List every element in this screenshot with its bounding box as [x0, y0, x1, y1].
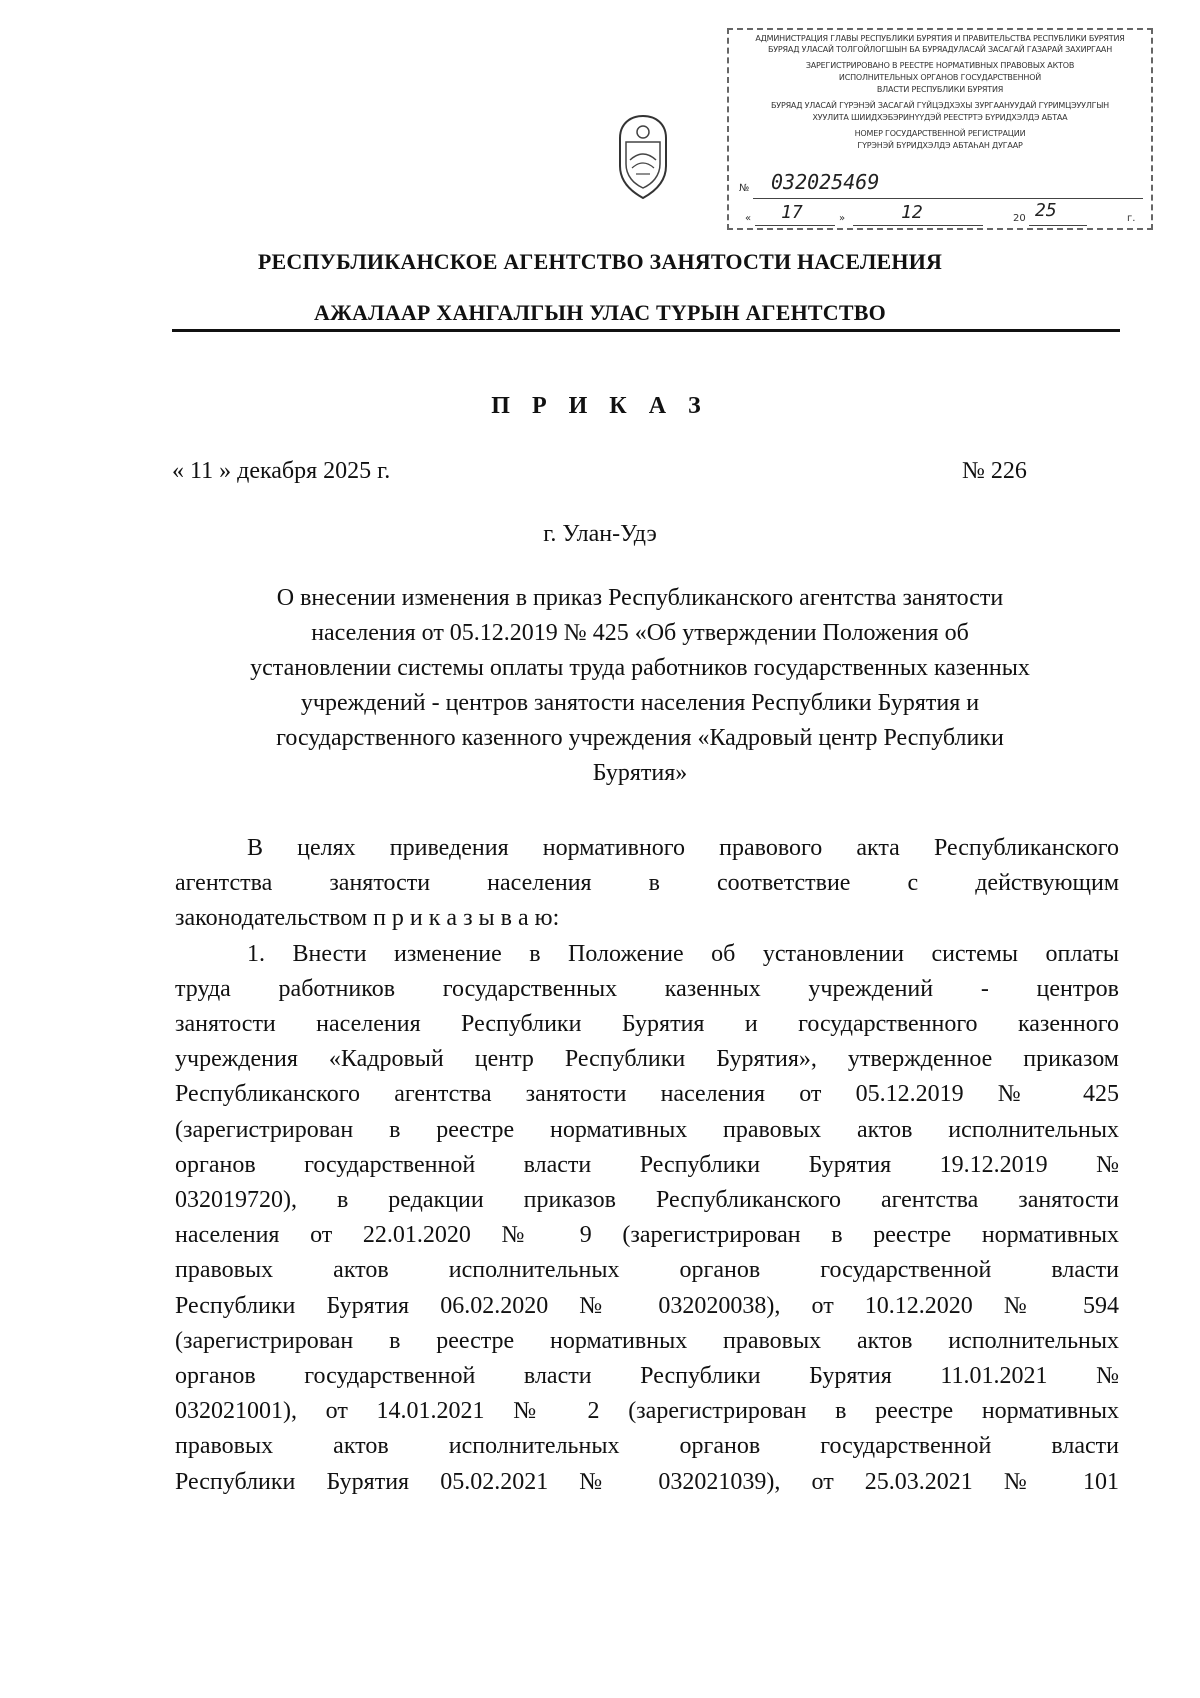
stamp-line: ХУУЛИТА ШИИДХЭБЭРИНҮҮДЭЙ РЕЕСТРТЭ БҮРИДХЭЛДЭ АБТАА	[812, 113, 1068, 122]
subject-line: населения от 05.12.2019 № 425 «Об утверждении Положения об	[311, 620, 969, 646]
stamp-line: НОМЕР ГОСУДАРСТВЕННОЙ РЕГИСТРАЦИИ	[854, 129, 1026, 138]
stamp-line: ЗАРЕГИСТРИРОВАНО В РЕЕСТРЕ НОРМАТИВНЫХ ПРАВОВЫХ АКТОВ	[805, 61, 1075, 70]
document-body	[175, 831, 1119, 1500]
subject-line: учреждений - центров занятости населения Республики Бурятия и	[300, 690, 980, 716]
header-divider	[172, 329, 1120, 332]
subject-line: установлении системы оплаты труда работников государственных казенных	[250, 655, 1030, 681]
body-line: правовых актов исполнительных органов государственной власти	[175, 1433, 1119, 1460]
body-line: (зарегистрирован в реестре нормативных правовых актов исполнительных	[175, 1116, 1119, 1143]
stamp-line: ИСПОЛНИТЕЛЬНЫХ ОРГАНОВ ГОСУДАРСТВЕННОЙ	[838, 73, 1042, 82]
body-line: органов государственной власти Республики Бурятия 19.12.2019 №	[175, 1151, 1119, 1178]
subject-line: государственного казенного учреждения «Кадровый центр Республики	[276, 725, 1004, 751]
stamp-year-mark: г.	[1127, 213, 1136, 224]
subject-line: Бурятия»	[592, 760, 688, 786]
body-line: В целях приведения нормативного правового акта Республиканского	[247, 835, 1119, 861]
body-line: органов государственной власти Республики Бурятия 11.01.2021 №	[175, 1363, 1119, 1390]
body-line: правовых актов исполнительных органов государственной власти	[175, 1257, 1119, 1284]
body-line: агентства занятости населения в соответствие с действующим	[175, 870, 1119, 897]
document-number: № 226	[962, 458, 1027, 484]
stamp-line: ВЛАСТИ РЕСПУБЛИКИ БУРЯТИЯ	[876, 85, 1004, 94]
body-line: 032019720), в редакции приказов Республиканского агентства занятости	[175, 1187, 1119, 1214]
body-line: Республики Бурятия 05.02.2021 № 032021039), от 25.03.2021 № 101	[175, 1468, 1119, 1495]
body-line: 032021001), от 14.01.2021 № 2 (зарегистрирован в реестре нормативных	[175, 1398, 1119, 1425]
stamp-month: 12	[901, 202, 923, 223]
body-line: учреждения «Кадровый центр Республики Бурятия», утвержденное приказом	[175, 1046, 1119, 1073]
stamp-year-suffix: 25	[1035, 200, 1057, 221]
stamp-number-label: №	[739, 183, 750, 194]
document-city: г. Улан-Удэ	[543, 521, 657, 547]
stamp-year-prefix: 20	[1013, 213, 1026, 224]
subject-line: О внесении изменения в приказ Республиканского агентства занятости	[276, 585, 1004, 611]
registration-stamp: АДМИНИСТРАЦИЯ ГЛАВЫ РЕСПУБЛИКИ БУРЯТИЯ И ПРАВИТЕЛЬСТВА РЕСПУБЛИКИ БУРЯТИЯ БУРЯАД УЛАСАЙ ТОЛГОЙЛОГШЫН БА БУРЯАДУЛАСАЙ ЗАСАГАЙ ГАЗАРАЙ ЗАХИРГААН ЗАРЕГИСТРИРОВАНО В РЕЕСТРЕ НОРМАТИВНЫХ ПРАВОВЫХ АКТОВ ИСПОЛНИТЕЛЬНЫХ ОРГАНОВ ГОСУДАРСТВЕННОЙ ВЛАСТИ РЕСПУБЛИКИ БУРЯТИЯ БУРЯАД УЛАСАЙ ГҮРЭНЭЙ ЗАСАГАЙ ГҮЙЦЭДХЭХЫ ЗУРГААНУУДАЙ ГҮРИМЦЭУУЛГЫН ХУУЛИТА ШИИДХЭБЭРИНҮҮДЭЙ РЕЕСТРТЭ БҮРИДХЭЛДЭ АБТАА НОМЕР ГОСУДАРСТВЕННОЙ РЕГИСТРАЦИИ ГҮРЭНЭЙ БҮРИДХЭЛДЭ АБТАҺАН ДУГААР № 032025469 « 17 » 12 20 25 г.	[727, 28, 1153, 230]
stamp-line: АДМИНИСТРАЦИЯ ГЛАВЫ РЕСПУБЛИКИ БУРЯТИЯ И ПРАВИТЕЛЬСТВА РЕСПУБЛИКИ БУРЯТИЯ	[755, 34, 1125, 43]
body-line: 1. Внести изменение в Положение об установлении системы оплаты	[247, 940, 1119, 967]
body-line: населения от 22.01.2020 № 9 (зарегистрирован в реестре нормативных	[175, 1222, 1119, 1249]
coat-of-arms-emblem	[612, 112, 674, 202]
document-subject	[160, 581, 1120, 791]
body-line: (зарегистрирован в реестре нормативных правовых актов исполнительных	[175, 1327, 1119, 1354]
stamp-registration-number: 032025469	[771, 170, 880, 194]
body-line: Республики Бурятия 06.02.2020 № 032020038), от 10.12.2020 № 594	[175, 1292, 1119, 1319]
agency-name-buryat: АЖАЛААР ХАНГАЛГЫН УЛАС ТҮРЫН АГЕНТСТВО	[314, 300, 886, 325]
agency-name-russian: РЕСПУБЛИКАНСКОЕ АГЕНТСТВО ЗАНЯТОСТИ НАСЕЛЕНИЯ	[257, 249, 943, 274]
document-date: « 11 » декабря 2025 г.	[172, 458, 391, 484]
body-line: Республиканского агентства занятости населения от 05.12.2019 № 425	[175, 1081, 1119, 1108]
stamp-line: ГҮРЭНЭЙ БҮРИДХЭЛДЭ АБТАҺАН ДУГААР	[857, 141, 1023, 150]
body-line: занятости населения Республики Бурятия и государственного казенного	[175, 1011, 1119, 1038]
body-line: труда работников государственных казенных учреждений - центров	[175, 975, 1119, 1002]
document-title: П Р И К А З	[491, 393, 709, 419]
stamp-day: 17	[781, 202, 803, 223]
stamp-line: БУРЯАД УЛАСАЙ ТОЛГОЙЛОГШЫН БА БУРЯАДУЛАСАЙ ЗАСАГАЙ ГАЗАРАЙ ЗАХИРГААН	[767, 45, 1113, 54]
body-line: законодательством п р и к а з ы в а ю:	[175, 905, 560, 932]
stamp-line: БУРЯАД УЛАСАЙ ГҮРЭНЭЙ ЗАСАГАЙ ГҮЙЦЭДХЭХЫ ЗУРГААНУУДАЙ ГҮРИМЦЭУУЛГЫН	[770, 101, 1109, 110]
